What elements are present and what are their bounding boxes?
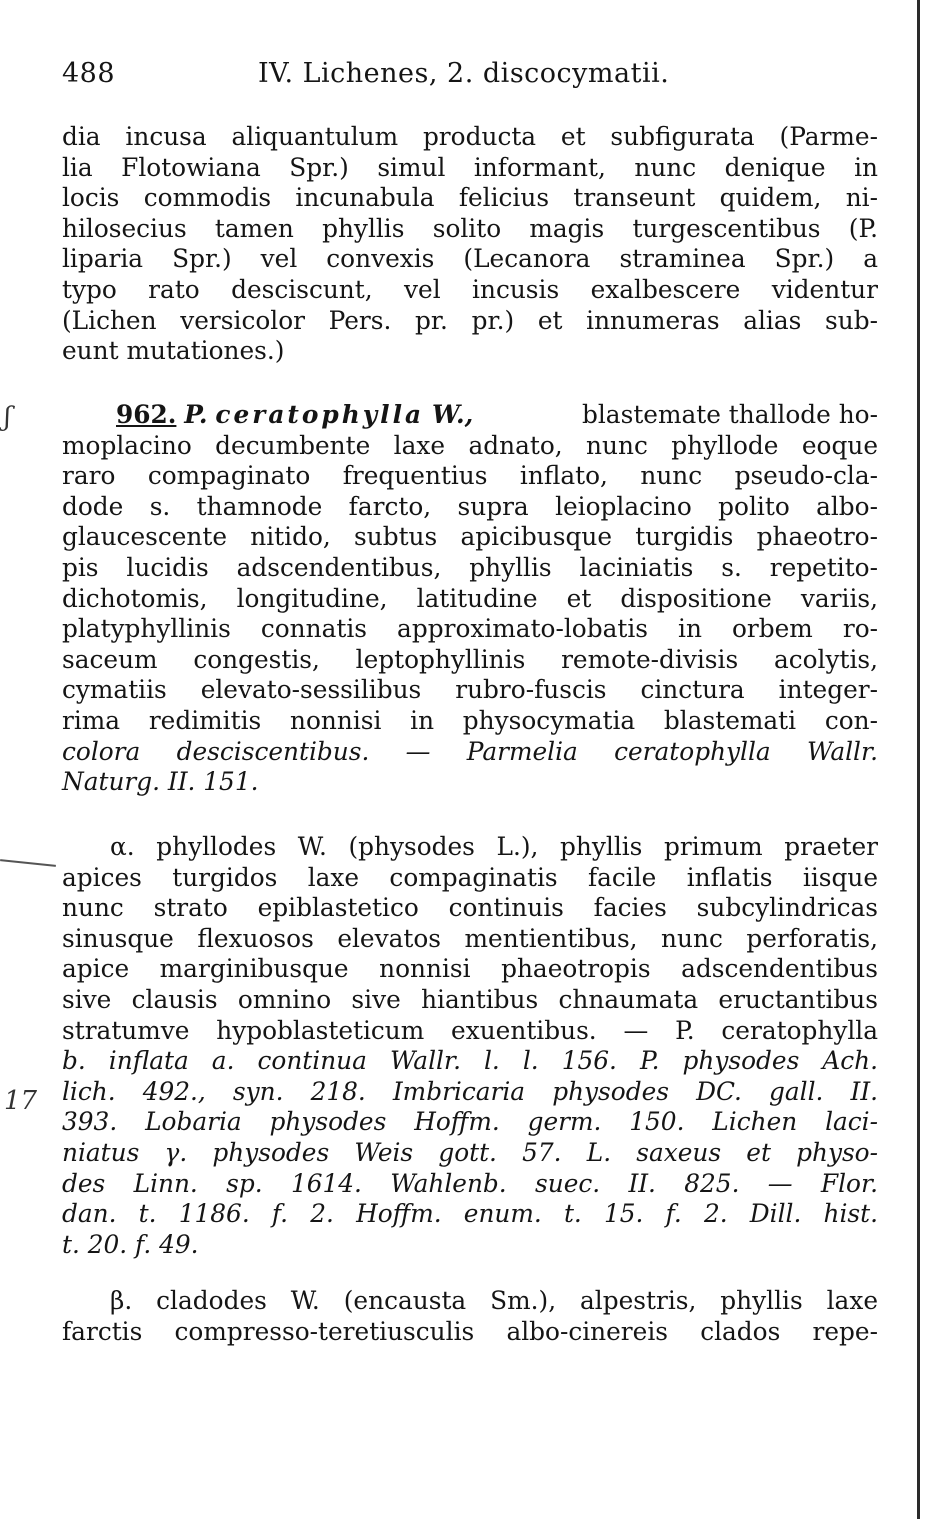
text-line: eunt mutationes.) [62, 336, 285, 366]
text-line: pis lucidis adscendentibus, phyllis laciniatis s. repetito- [62, 552, 878, 582]
text-line: Naturg. II. 151. [62, 767, 259, 797]
text-line: cymatiis elevato-sessilibus rubro-fuscis cinctura integer- [62, 675, 878, 705]
text-line: lich. 492., syn. 218. Imbricaria physodes DC. gall. II. [62, 1076, 878, 1106]
margin-mark-1: ʃ [4, 402, 12, 432]
intro-paragraph [62, 122, 878, 367]
variety-alpha [62, 832, 878, 1260]
entry-genus: P. [184, 400, 208, 429]
entry-heading-line [62, 400, 878, 431]
page-edge-rule [917, 0, 920, 1519]
page-number: 488 [62, 58, 116, 89]
margin-mark-2: 17 [4, 1086, 38, 1116]
text-line: stratumve hypoblasteticum exuentibus. — P. ceratophylla [62, 1015, 878, 1045]
text-line: sinusque flexuosos elevatos mentientibus, nunc perforatis, [62, 923, 878, 953]
text-line: liparia Spr.) vel convexis (Lecanora straminea Spr.) a [62, 244, 878, 274]
text-line: dan. t. 1186. f. 2. Hoffm. enum. t. 15. f. 2. Dill. hist. [62, 1199, 878, 1229]
text-line: platyphyllinis connatis approximato-lobatis in orbem ro- [62, 614, 878, 644]
entry-first-line-rest: blastemate thallode ho- [582, 400, 878, 429]
text-line: rima redimitis nonnisi in physocymatia blastemati con- [62, 705, 878, 735]
variety-heading-line: β. cladodes W. (encausta Sm.), alpestris, phyllis laxe [110, 1286, 878, 1315]
entry-962 [62, 400, 878, 798]
variety-heading-line: α. phyllodes W. (physodes L.), phyllis primum praeter [110, 832, 878, 861]
text-line: glaucescente nitido, subtus apicibusque turgidis phaeotro- [62, 522, 878, 552]
text-line: lia Flotowiana Spr.) simul informant, nunc denique in [62, 152, 878, 182]
running-title: IV. Lichenes, 2. discocymatii. [258, 58, 670, 89]
text-line: saceum congestis, leptophyllinis remote-divisis acolytis, [62, 644, 878, 674]
text-line: dode s. thamnode farcto, supra leioplacino polito albo- [62, 491, 878, 521]
text-line: niatus γ. physodes Weis gott. 57. L. saxeus et physo- [62, 1137, 878, 1167]
entry-author: W., [431, 400, 474, 429]
entry-number: 962. [116, 400, 177, 429]
margin-dash [0, 859, 56, 867]
text-line: raro compaginato frequentius inflato, nunc pseudo-cla- [62, 461, 878, 491]
text-line: dia incusa aliquantulum producta et subfigurata (Parme- [62, 122, 878, 151]
text-line: apice marginibusque nonnisi phaeotropis adscendentibus [62, 954, 878, 984]
text-line: b. inflata a. continua Wallr. l. l. 156. P. physodes Ach. [62, 1046, 878, 1076]
text-line: dichotomis, longitudine, latitudine et dispositione variis, [62, 583, 878, 613]
text-line: hilosecius tamen phyllis solito magis turgescentibus (P. [62, 213, 878, 243]
text-line: moplacino decumbente laxe adnato, nunc phyllode eoque [62, 430, 878, 460]
text-line: farctis compresso-teretiusculis albo-cinereis clados repe- [62, 1316, 878, 1346]
running-header [62, 58, 882, 98]
text-line: nunc strato epiblastetico continuis facies subcylindricas [62, 893, 878, 923]
variety-beta [62, 1286, 878, 1347]
text-line: apices turgidos laxe compaginatis facile inflatis iisque [62, 862, 878, 892]
entry-species: ceratophylla [215, 400, 425, 429]
text-line: (Lichen versicolor Pers. pr. pr.) et innumeras alias sub- [62, 305, 878, 335]
text-line: sive clausis omnino sive hiantibus chnaumata eructantibus [62, 984, 878, 1014]
text-line: t. 20. f. 49. [62, 1229, 199, 1259]
text-line: des Linn. sp. 1614. Wahlenb. suec. II. 825. — Flor. [62, 1168, 878, 1198]
text-line: colora desciscentibus. — Parmelia ceratophylla Wallr. [62, 736, 878, 766]
text-line: typo rato desciscunt, vel incusis exalbescere videntur [62, 274, 878, 304]
text-line: locis commodis incunabula felicius transeunt quidem, ni- [62, 183, 878, 213]
text-line: 393. Lobaria physodes Hoffm. germ. 150. Lichen laci- [62, 1107, 878, 1137]
